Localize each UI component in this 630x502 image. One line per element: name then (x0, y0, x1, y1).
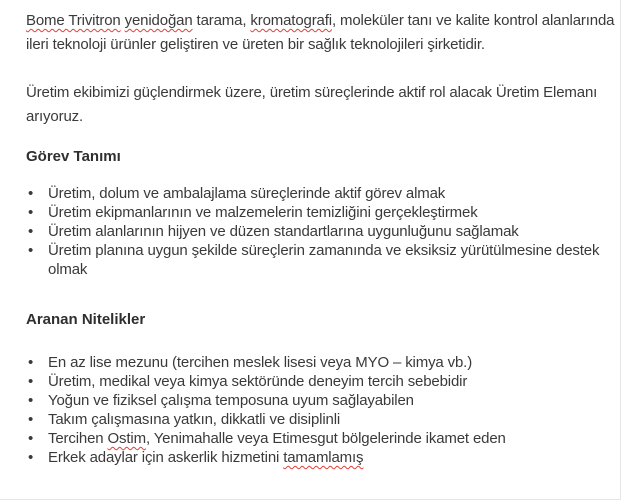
company-name: Bome Trivitron (26, 12, 121, 29)
misspelled-word-chromatography[interactable]: kromatografi (250, 12, 332, 29)
list-item (48, 448, 616, 467)
duties-list (26, 184, 616, 279)
list-item: • Üretim, dolum ve ambalajlama süreçlerinde aktif görev almak (48, 184, 616, 203)
intro-text-b: , moleküler tanı ve kalite kontrol alanlarında ileri teknoloji ürünler geliştiren ve üreten bir sağlık teknolojileri şirketidir. (26, 12, 615, 53)
list-item (48, 429, 616, 448)
company-intro-paragraph (26, 9, 616, 57)
position-intro-paragraph: Üretim ekibimizi güçlendirmek üzere, üretim süreçlerinde aktif rol alacak Üretim Elemanı arıyoruz. (26, 84, 598, 125)
misspelled-word-completed[interactable]: tamamlamış (283, 449, 364, 466)
list-item: • Üretim planına uygun şekilde süreçlerin zamanında ve eksiksiz yürütülmesine destek olmak (48, 241, 616, 279)
list-item: • Üretim, medikal veya kimya sektöründe deneyim tercih sebebidir (48, 372, 616, 391)
job-description-editor[interactable] (26, 9, 616, 467)
intro-text-a: tarama, (192, 12, 251, 29)
list-item: • En az lise mezunu (tercihen meslek lisesi veya MYO – kimya vb.) (48, 353, 616, 372)
requirements-list (26, 353, 616, 467)
misspelled-word-newborn[interactable]: yenidoğan (124, 12, 193, 29)
list-item: • Üretim alanlarının hijyen ve düzen standartlarına uygunluğunu sağlamak (48, 222, 616, 241)
requirements-heading: Aranan Nitelikler (26, 311, 146, 328)
list-item: • Üretim ekipmanlarının ve malzemelerin temizliğini gerçekleştirmek (48, 203, 616, 222)
item5-suffix: , Yenimahalle veya Etimesgut bölgelerinde ikamet eden (145, 430, 506, 447)
item5-prefix: Tercihen (48, 430, 108, 447)
list-item: • Takım çalışmasına yatkın, dikkatli ve disiplinli (48, 410, 616, 429)
list-item: • Yoğun ve fiziksel çalışma temposuna uyum sağlayabilen (48, 391, 616, 410)
item6-prefix: Erkek adaylar için askerlik hizmetini (48, 449, 284, 466)
duties-heading: Görev Tanımı (26, 148, 121, 165)
misspelled-word-ostim[interactable]: Ostim (107, 430, 146, 447)
